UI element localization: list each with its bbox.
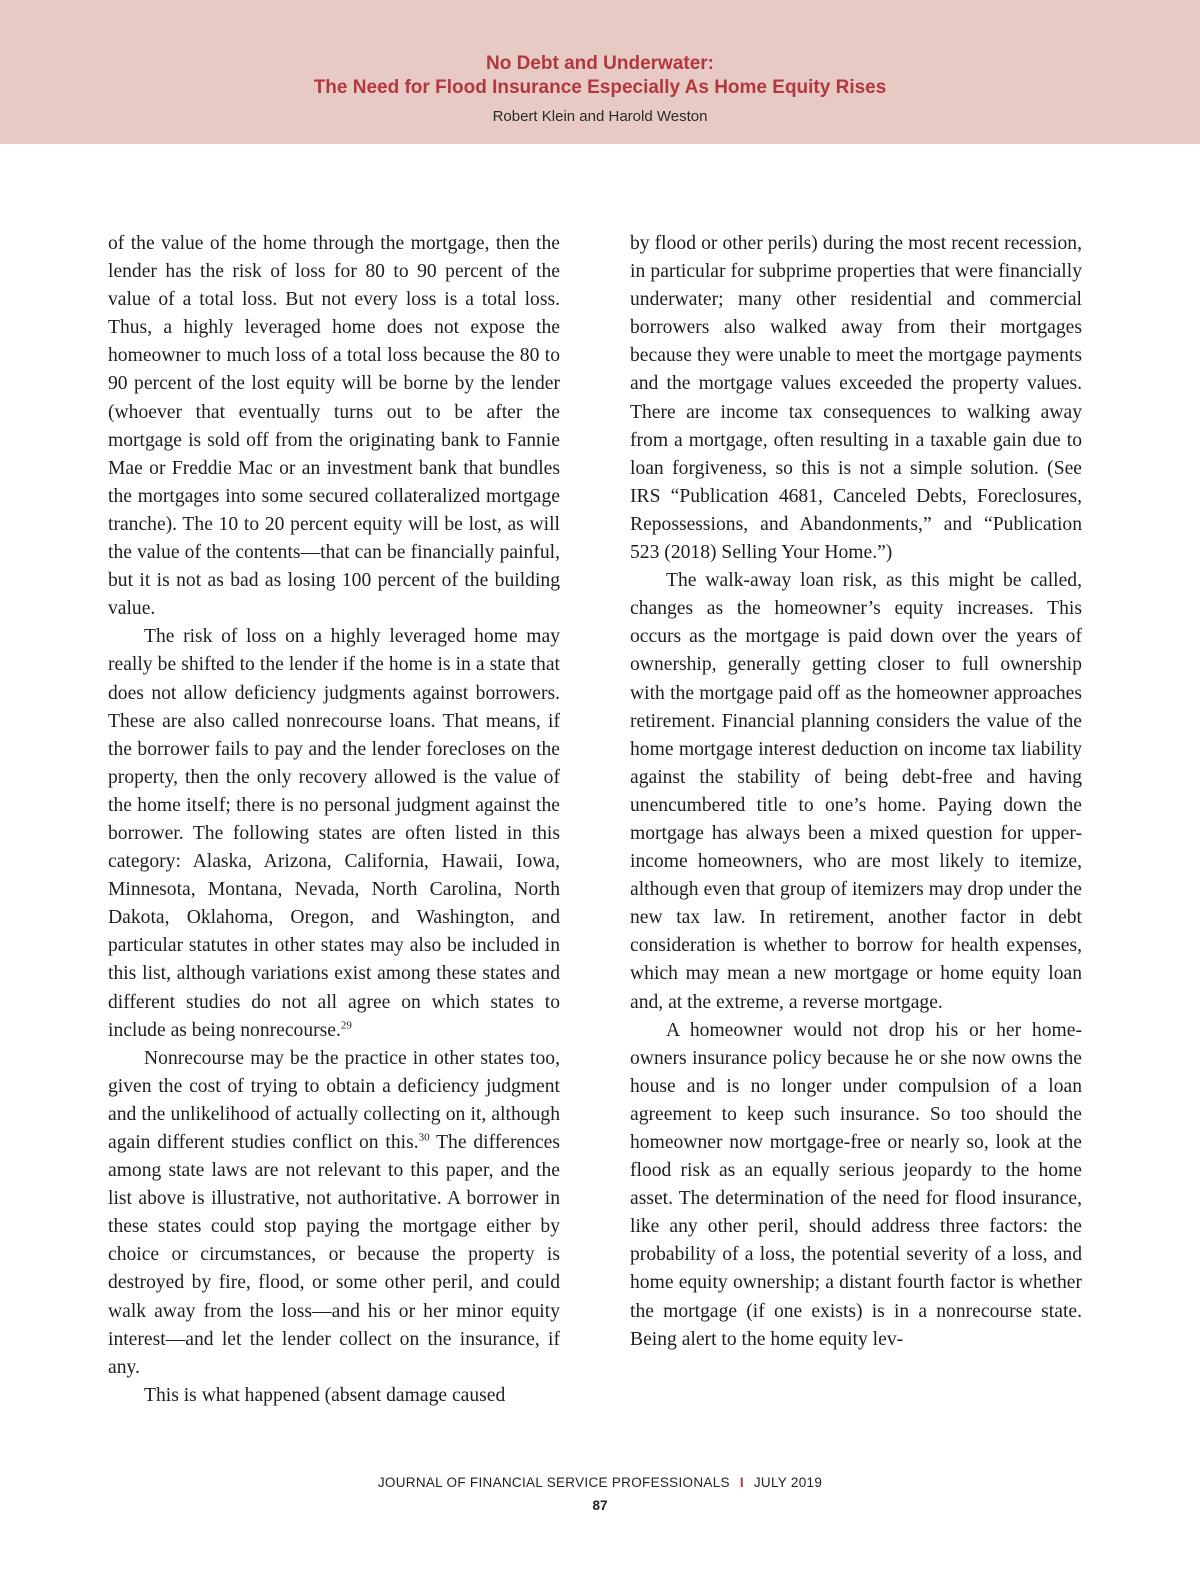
- journal-name: JOURNAL OF FINANCIAL SERVICE PROFESSIONALS: [377, 1475, 730, 1490]
- left-paragraph-4: This is what happened (absent damage caused: [144, 1384, 506, 1406]
- article-title-line-1: No Debt and Underwater:: [485, 53, 715, 74]
- right-paragraph-1: by flood or other perils) during the most recent recession, in particular for subprime properties that were financially underwater; many other residential and commercial borrowers also walked away from their mortgages because they were unable to meet the mortgage payments and the mortgage values exceeded the property values. There are income tax consequences to walking away from a mortgage, often resulting in a taxable gain due to loan forgiveness, so this is not a simple solution. (See IRS “Publication 4681, Canceled Debts, Foreclosures, Repossessions, and Abandonments,” and “Publication 523 (2018) Selling Your Home.”): [630, 233, 1082, 564]
- left-paragraph-2-text: The risk of loss on a highly leveraged home may really be shifted to the lender if the home is in a state that does not allow deficiency judgments against borrowers. These are also called nonrecourse loans. That means, if the borrower fails to pay and the lender forecloses on the property, then the only recovery allowed is the value of the home itself; there is no personal judgment against the borrower. The following states are often listed in this category: Alaska, Arizona, California, Hawaii, Iowa, Minnesota, Montana, Nevada, North Carolina, North Dakota, Oklahoma, Oregon, and Washington, and particular statutes in other states may also be included in this list, although variations exist among these states and different studies do not all agree on which states to include as being nonrecourse.: [108, 626, 560, 1041]
- left-paragraph-3-text-a: Nonrecourse may be the practice in other states too, given the cost of trying to obtain a deficiency judgment and the unlikelihood of actually collecting on it, although again different studies conflict on this.: [108, 1047, 560, 1153]
- left-column: [108, 230, 560, 1410]
- article-title-line-2: The Need for Flood Insurance Especially As Home Equity Rises: [313, 77, 887, 98]
- page-number: 87: [592, 1498, 608, 1513]
- running-header: [0, 0, 1200, 144]
- left-paragraph-3: [108, 1045, 560, 1382]
- right-column: [630, 230, 1082, 1354]
- article-authors: Robert Klein and Harold Weston: [492, 108, 708, 125]
- footnote-ref-29[interactable]: 29: [340, 1019, 352, 1032]
- issue-date: JULY 2019: [753, 1475, 823, 1490]
- left-paragraph-2: [108, 623, 560, 1044]
- right-paragraph-2: The walk-away loan risk, as this might be called, changes as the homeowner’s equity increases. This occurs as the mortgage is paid down over the years of ownership, generally getting closer to full ownership with the mortgage paid off as the homeowner approaches retirement. Financial planning considers the value of the home mortgage interest deduction on income tax liability against the stability of being debt-free and having unencumbered title to one’s home. Paying down the mortgage has always been a mixed question for upper-income homeowners, who are most likely to itemize, although even that group of itemizers may drop under the new tax law. In retirement, another factor in debt consideration is whether to borrow for health expenses, which may mean a new mortgage or home equity loan and, at the extreme, a reverse mortgage.: [630, 570, 1082, 1013]
- footnote-ref-30[interactable]: 30: [418, 1131, 430, 1144]
- running-footer: [0, 1475, 1200, 1490]
- right-paragraph-3: A homeowner would not drop his or her homeowners insurance policy because he or she now owns the house and is no longer under compulsion of a loan agreement to keep such insurance. So too should the homeowner now mortgage-free or nearly so, look at the flood risk as an equally serious jeopardy to the home asset. The determination of the need for flood insurance, like any other peril, should address three factors: the probability of a loss, the potential severity of a loss, and home equity ownership; a distant fourth factor is whether the mortgage (if one exists) is in a nonrecourse state. Being alert to the home equity lev-: [630, 1019, 1082, 1350]
- left-paragraph-3-text-b: The differences among state laws are not relevant to this paper, and the list above is illustrative, not authoritative. A borrower in these states could stop paying the mortgage either by choice or circumstances, or because the property is destroyed by fire, flood, or some other peril, and could walk away from the loss—and his or her minor equity interest—and let the lender collect on the insurance, if any.: [108, 1132, 561, 1378]
- left-paragraph-1: of the value of the home through the mortgage, then the lender has the risk of loss for 80 to 90 percent of the value of a total loss. But not every loss is a total loss. Thus, a highly leveraged home does not expose the homeowner to much loss of a total loss because the 80 to 90 percent of the lost equity will be borne by the lender (whoever that eventually turns out to be after the mortgage is sold off from the originating bank to Fannie Mae or Freddie Mac or an investment bank that bundles the mortgages into some secured collateralized mortgage tranche). The 10 to 20 percent equity will be lost, as will the value of the contents—that can be financially painful, but it is not as bad as losing 100 percent of the building value.: [108, 233, 560, 620]
- footer-separator: I: [739, 1475, 744, 1490]
